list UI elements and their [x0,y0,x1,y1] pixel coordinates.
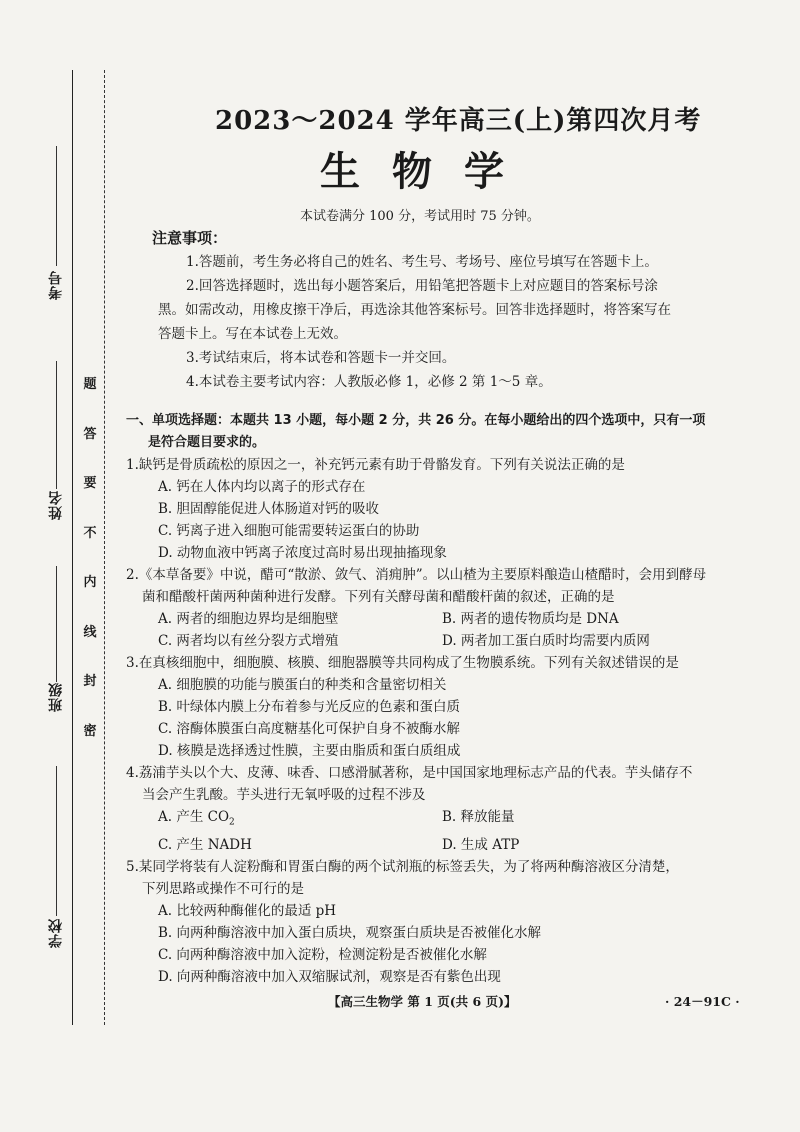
notice-item: 4.本试卷主要考试内容：人教版必修 1，必修 2 第 1～5 章。 [186,374,552,390]
seal-line [104,70,105,1025]
exam-title: 2023～2024 学年高三(上)第四次月考 [215,106,702,136]
seal-char: 密 [83,723,97,739]
name-blank[interactable] [36,355,76,489]
seal-char: 题 [83,377,97,392]
seal-char: 不 [83,525,97,541]
option-c: C. 产生 NADH [158,836,252,853]
option-c: C. 向两种酶溶液中加入淀粉，检测淀粉是否被催化水解 [158,946,487,963]
option-c: C. 溶酶体膜蛋白高度糖基化可保护自身不被酶水解 [158,721,460,737]
section-heading [126,410,726,454]
option-row [126,806,726,834]
name-label: 姓名 [48,490,64,520]
option-a [158,806,442,834]
option-b: B. 叶绿体内膜上分布着参与光反应的色素和蛋白质 [158,699,461,715]
option-row [126,630,726,652]
option-a: A. 细胞膜的功能与膜蛋白的种类和含量密切相关 [158,677,447,693]
question-5 [126,856,726,988]
question-3 [126,652,726,762]
question-stem-cont: 菌和醋酸杆菌两种菌种进行发酵。下列有关酵母菌和醋酸杆菌的叙述，正确的是 [142,589,615,605]
question-stem-cont: 当会产生乳酸。芋头进行无氧呼吸的过程不涉及 [142,787,426,803]
option-a: A. 钙在人体内均以离子的形式存在 [158,479,366,495]
seal-char: 线 [83,624,97,640]
question-section [126,410,726,988]
option-d: D. 动物血液中钙离子浓度过高时易出现抽搐现象 [158,545,447,561]
option-a-text: A. 产生 CO [158,809,230,825]
question-stem: 3.在真核细胞中，细胞膜、核膜、细胞器膜等共同构成了生物膜系统。下列有关叙述错误的是 [126,655,679,671]
option-row [126,834,726,856]
option-b: B. 释放能量 [442,809,515,825]
seal-char: 封 [83,674,97,690]
question-stem: 2.《本草备要》中说，醋可“散淤、敛气、消痈肿”。以山楂为主要原料酿造山楂醋时，会用到酵母 [126,567,707,583]
notice-list [158,250,718,394]
option-b: B. 胆固醇能促进人体肠道对钙的吸收 [158,501,380,517]
option-d: D. 生成 ATP [442,836,520,853]
notice-item: 答题卡上。写在本试卷上无效。 [158,326,347,342]
notice-heading: 注意事项： [152,229,228,247]
question-stem: 4.荔浦芋头以个大、皮薄、味香、口感滑腻著称，是中国国家地理标志产品的代表。芋头储存不 [126,765,693,781]
option-b: B. 两者的遗传物质均是 DNA [442,611,619,627]
seal-char: 要 [83,476,97,492]
question-2 [126,564,726,652]
option-b: B. 向两种酶溶液中加入蛋白质块，观察蛋白质块是否被催化水解 [158,924,542,941]
option-c: C. 两者均以有丝分裂方式增殖 [158,633,339,649]
class-blank[interactable] [36,560,76,682]
exam-number-label: 考号 [48,270,64,300]
class-label: 班级 [48,682,64,712]
subject-title: 生物学 [320,148,536,195]
page-footer: 【高三生物学 第 1 页(共 6 页)】 [328,994,517,1009]
question-stem: 1.缺钙是骨质疏松的原因之一，补充钙元素有助于骨骼发育。下列有关说法正确的是 [126,457,625,473]
exam-number-field[interactable] [36,270,76,300]
option-row [126,608,726,630]
school-blank[interactable] [36,760,76,916]
section-heading-line: 一、单项选择题：本题共 13 小题，每小题 2 分，共 26 分。在每小题给出的四个选项中，只有一项 [126,413,706,428]
section-heading-line: 是符合题目要求的。 [148,435,266,450]
subscript: 2 [229,817,235,828]
notice-item: 2.回答选择题时，选出每小题答案后，用铅笔把答题卡上对应题目的答案标号涂 [186,278,658,294]
exam-info: 本试卷满分 100 分，考试用时 75 分钟。 [300,209,540,224]
notice-item: 黑。如需改动，用橡皮擦干净后，再选涂其他答案标号。回答非选择题时，将答案写在 [158,302,671,318]
name-field[interactable] [36,490,76,520]
school-label: 学校 [48,918,64,948]
notice-item: 1.答题前，考生务必将自己的姓名、考生号、考场号、座位号填写在答题卡上。 [186,254,658,270]
question-1 [126,454,726,564]
seal-char: 答 [83,426,97,442]
question-stem-cont: 下列思路或操作不可行的是 [142,880,304,897]
question-4 [126,762,726,856]
exam-number-blank[interactable] [36,140,76,266]
question-stem: 5.某同学将装有人淀粉酶和胃蛋白酶的两个试剂瓶的标签丢失，为了将两种酶溶液区分清楚， [126,858,679,875]
option-d: D. 向两种酶溶液中加入双缩脲试剂，观察是否有紫色出现 [158,968,501,985]
school-field[interactable] [36,918,76,948]
notice-item: 3.考试结束后，将本试卷和答题卡一并交回。 [186,350,456,366]
option-c: C. 钙离子进入细胞可能需要转运蛋白的协助 [158,523,420,539]
option-d: D. 核膜是选择透过性膜，主要由脂质和蛋白质组成 [158,743,461,759]
option-a: A. 两者的细胞边界均是细胞壁 [158,611,339,627]
paper-code: · 24－91C · [665,994,740,1009]
option-a: A. 比较两种酶催化的最适 pH [158,902,337,919]
seal-char: 内 [83,575,97,591]
seal-notice [80,378,100,738]
option-d: D. 两者加工蛋白质时均需要内质网 [442,633,650,649]
class-field[interactable] [36,682,76,712]
